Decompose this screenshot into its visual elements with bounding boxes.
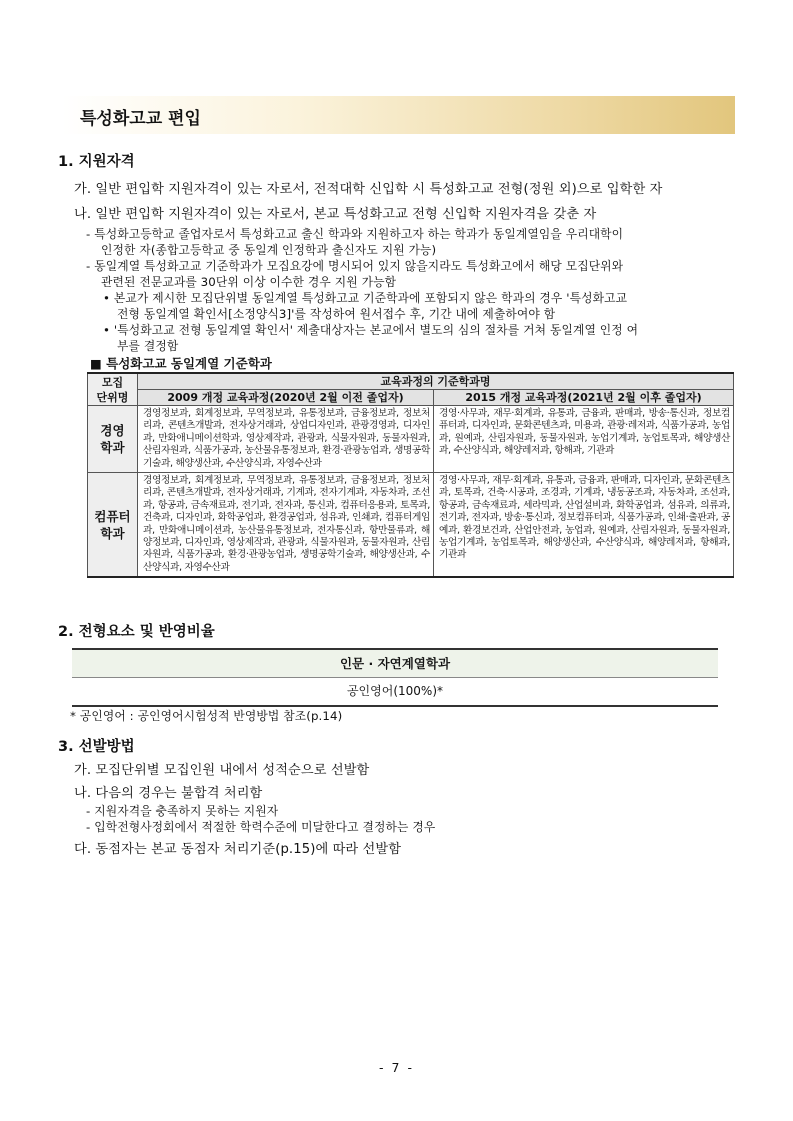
section3-item-na: 나. 다음의 경우는 불합격 처리함: [74, 786, 263, 801]
section1-dash2-line1: - 동일계열 특성화고교 기준학과가 모집요강에 명시되어 있지 않을지라도 특성화고에서 해당 모집단위와: [86, 259, 624, 273]
cell-2015: 경영·사무과, 재무·회계과, 유통과, 금융과, 판매과, 방송·통신과, 정보컴퓨터과, 디자인과, 문화콘텐츠과, 미용과, 관광·레저과, 식품가공과, 농업과, 원예과, 산림자원과, 동물자원과, 농업기계과, 농업토목과, 해양생산과, 수산양식과, 해양레저과, 항해과, 기관과: [434, 406, 734, 473]
section1-bullet1-line1: • 본교가 제시한 모집단위별 동일계열 특성화고교 기준학과에 포함되지 않은 학과의 경우 '특성화고교: [103, 291, 628, 305]
page-number: - 7 -: [379, 1060, 414, 1075]
section1-heading: 1. 지원자격: [58, 154, 135, 170]
ratio-note: * 공인영어 : 공인영어시험성적 반영방법 참조(p.14): [70, 709, 343, 723]
row-unit-line2: 학과: [100, 525, 125, 541]
row-unit-line1: 경영: [100, 423, 125, 439]
section1-dash1-line2: 인정한 자(종합고등학교 중 동일계 인정학과 출신자도 지원 가능): [101, 243, 437, 257]
section1-dash2-line2: 관련된 전문교과를 30단위 이상 이수한 경우 지원 가능함: [101, 275, 397, 289]
table-row: [88, 406, 734, 473]
section3-item-da: 다. 동점자는 본교 동점자 처리기준(p.15)에 따라 선발함: [74, 842, 402, 857]
title-banner: [62, 96, 735, 134]
section1-bullet1-line2: 전형 동일계열 확인서[소정양식3]'를 작성하여 원서접수 후, 기간 내에 제출하여야 함: [117, 307, 556, 321]
section1-bullet2-line2: 부를 결정함: [117, 339, 179, 353]
section3-item-ga: 가. 모집단위별 모집인원 내에서 성적순으로 선발함: [74, 763, 370, 778]
row-unit-line1: 컴퓨터: [94, 508, 131, 524]
table-row: [88, 473, 734, 578]
section3-heading: 3. 선발방법: [58, 739, 135, 755]
group-header: 교육과정의 기준학과명: [138, 373, 734, 390]
col-2015-header: 2015 개정 교육과정(2021년 2월 이후 졸업자): [434, 390, 734, 406]
section1-bullet2-line1: • '특성화고교 전형 동일계열 확인서' 제출대상자는 본교에서 별도의 심의 절차를 거쳐 동일계열 인정 여: [103, 323, 639, 337]
page-title: 특성화고교 편입: [80, 109, 201, 129]
section1-item-ga: 가. 일반 편입학 지원자격이 있는 자로서, 전적대학 신입학 시 특성화고교 전형(정원 외)으로 입학한 자: [74, 182, 663, 197]
section1-dash1-line1: - 특성화고등학교 졸업자로서 특성화고교 출신 학과와 지원하고자 하는 학과가 동일계열임을 우리대학이: [86, 227, 624, 241]
ratio-table-header: 인문 · 자연계열학과: [72, 648, 718, 678]
cell-2009: 경영정보과, 회계정보과, 무역정보과, 유통정보과, 금융정보과, 정보처리과, 콘텐츠개발과, 전자상거래과, 기계과, 전자기계과, 자동차과, 조선과, 항공과, 금속재료과, 전기과, 전자과, 통신과, 컴퓨터응용과, 토목과, 건축과, 디자인과, 화학공업과, 환경공업과, 섬유과, 인쇄과, 컴퓨터게임과, 만화애니메이션과, 농산물유통정보과, 전자통신과, 항만물류과, 해양정보과, 디자인과, 영상제작과, 관광과, 식물자원과, 동물자원과, 산림자원과, 식품가공과, 환경·관광농업과, 생명공학기술과, 해양생산과, 수산양식과, 자영수산과: [138, 473, 434, 578]
row-unit-line2: 학과: [100, 440, 125, 456]
col-unit-header-line2: 단위명: [96, 390, 129, 404]
cell-2015: 경영·사무과, 재무·회계과, 유통과, 금융과, 판매과, 디자인과, 문화콘텐츠과, 토목과, 건축·시공과, 조경과, 기계과, 냉동공조과, 자동차과, 조선과, 항공과, 금속재료과, 세라믹과, 산업설비과, 화학공업과, 섬유과, 의류과, 전기과, 전자과, 방송·통신과, 정보컴퓨터과, 식품가공과, 인쇄·출판과, 공예과, 환경보건과, 산업안전과, 농업과, 원예과, 산림자원과, 동물자원과, 농업기계과, 농업토목과, 해양생산과, 수산양식과, 해양레저과, 항해과, 기관과: [434, 473, 734, 578]
row-unit: [88, 473, 138, 578]
section2-heading: 2. 전형요소 및 반영비율: [58, 624, 215, 640]
col-unit-header-line1: 모집: [101, 375, 124, 389]
ratio-table: [72, 648, 718, 707]
row-unit: [88, 406, 138, 473]
dept-criteria-table: [87, 372, 734, 578]
section1-item-na: 나. 일반 편입학 지원자격이 있는 자로서, 본교 특성화고교 전형 신입학 지원자격을 갖춘 자: [74, 207, 597, 222]
col-unit-header: [88, 373, 138, 406]
cell-2009: 경영정보과, 회계정보과, 무역정보과, 유통정보과, 금융정보과, 정보처리과, 콘텐츠개발과, 전자상거래과, 상업디자인과, 관광경영과, 디자인과, 만화애니메이션학과, 영상제작과, 관광과, 식물자원과, 동물자원과, 산림자원과, 식품가공과, 농산물유통정보과, 환경·관광농업과, 생명공학기술과, 해양생산과, 수산양식과, 자영수산과: [138, 406, 434, 473]
col-2009-header: 2009 개정 교육과정(2020년 2월 이전 졸업자): [138, 390, 434, 406]
section3-dash1: - 지원자격을 충족하지 못하는 지원자: [86, 804, 279, 818]
ratio-table-value: 공인영어(100%)*: [72, 678, 718, 707]
section3-dash2: - 입학전형사정회에서 적절한 학력수준에 미달한다고 결정하는 경우: [86, 820, 436, 834]
table1-heading: ■ 특성화고교 동일계열 기준학과: [90, 356, 272, 371]
